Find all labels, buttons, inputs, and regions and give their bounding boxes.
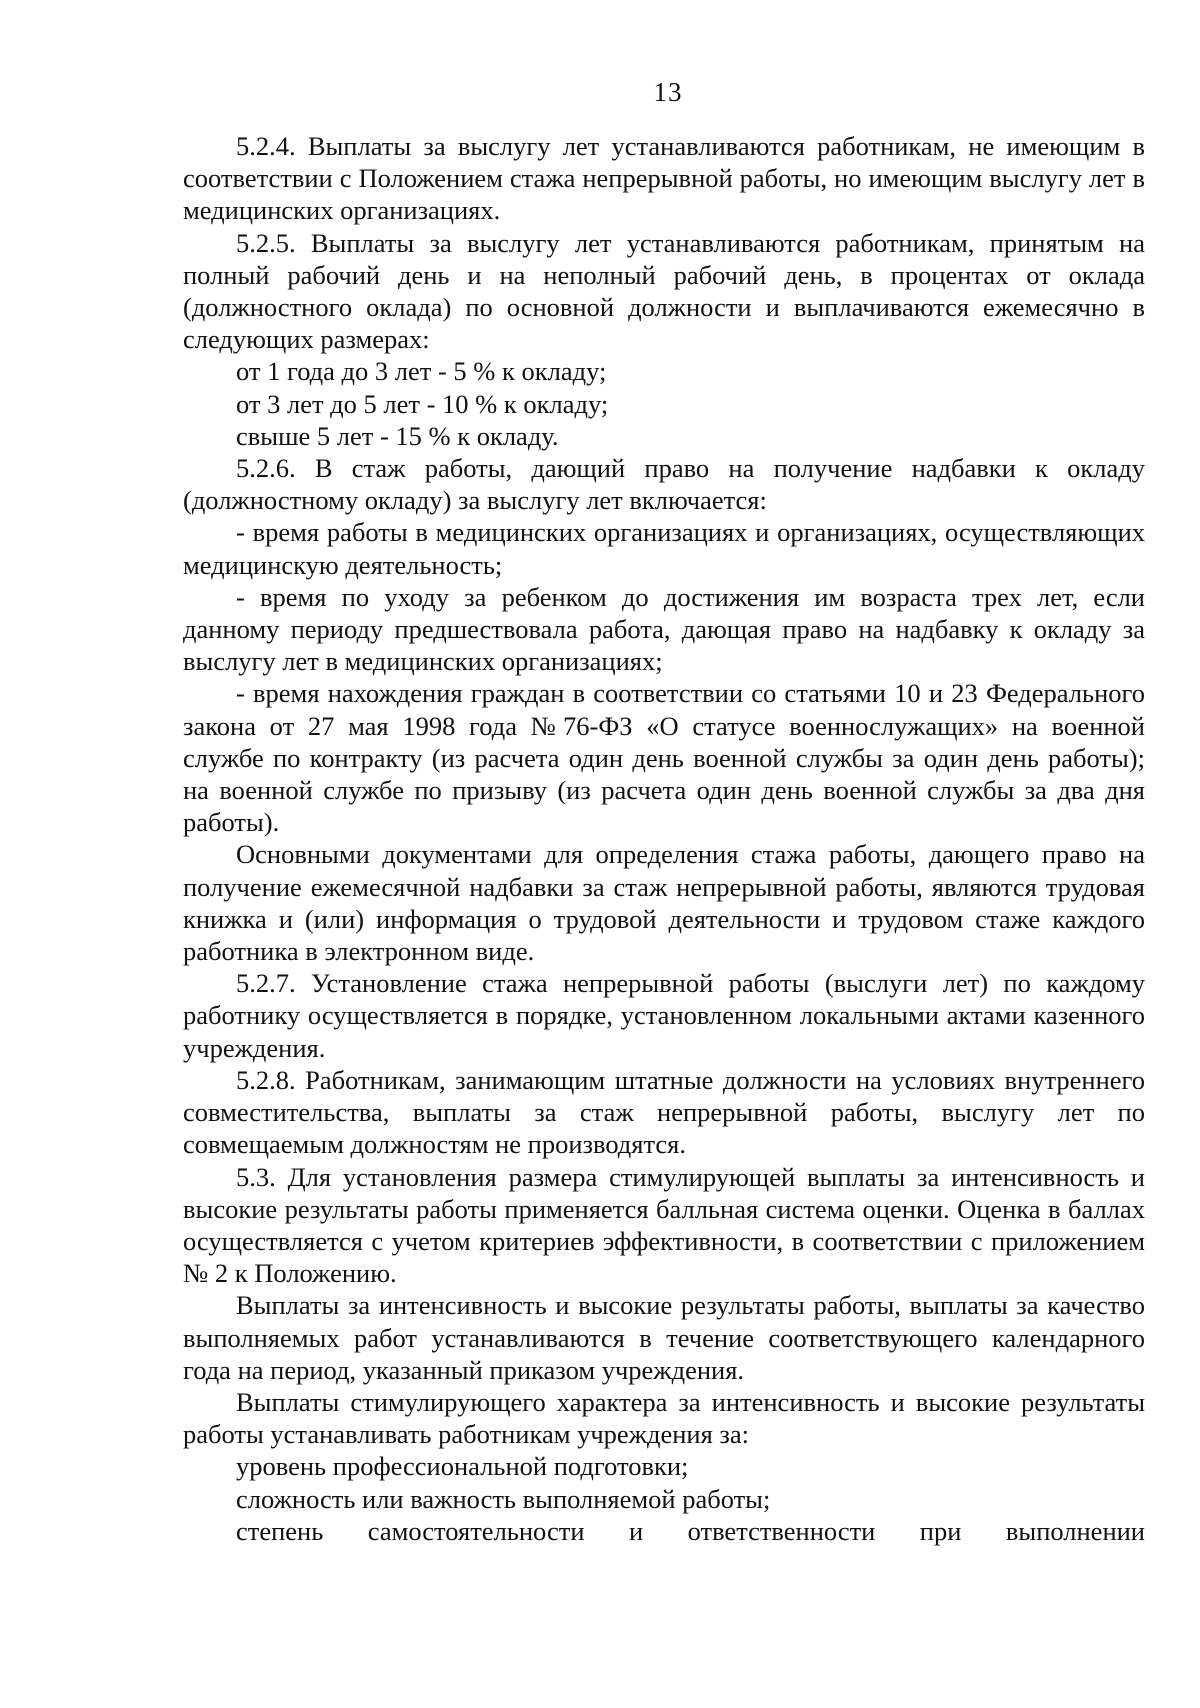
list-item-tenure-over-5: свыше 5 лет - 15 % к окладу. bbox=[236, 420, 559, 451]
paragraph-5-2-4: 5.2.4. Выплаты за выслугу лет устанавливаются работникам, не имеющим в соответствии с Положением стажа непрерывной работы, но имеющим выслугу лет в медицинских организациях. bbox=[183, 131, 1145, 226]
paragraph-5-2-7: 5.2.7. Установление стажа непрерывной работы (выслуги лет) по каждому работнику осуществляется в порядке, установленном локальными актами казенного учреждения. bbox=[183, 968, 1145, 1063]
list-item-military-service: - время нахождения граждан в соответствии со статьями 10 и 23 Федерального закона от 27 мая 1998 года №76-ФЗ «О статусе военнослужащих» на военной службе по контракту (из расчета один день военной службы за один день работы); на военной службе по призыву (из расчета один день военной службы за два дня работы). bbox=[183, 678, 1145, 838]
paragraph-5-2-8: 5.2.8. Работникам, занимающим штатные должности на условиях внутреннего совместительства, выплаты за стаж непрерывной работы, выслугу лет по совмещаемым должностям не производятся. bbox=[183, 1064, 1145, 1160]
paragraph-5-3: 5.3. Для установления размера стимулирующей выплаты за интенсивность и высокие результаты работы применяется балльная система оценки. Оценка в баллах осуществляется с учетом критериев эффективности, в соответствии с приложением № 2 к Положению. bbox=[183, 1161, 1145, 1289]
paragraph-5-2-6: 5.2.6. В стаж работы, дающий право на получение надбавки к окладу (должностному окладу) за выслугу лет включается: bbox=[183, 453, 1145, 516]
list-item-medical-work: - время работы в медицинских организациях и организациях, осуществляющих медицинскую деятельность; bbox=[183, 517, 1145, 580]
paragraph-main-documents: Основными документами для определения стажа работы, дающего право на получение ежемесячной надбавки за стаж непрерывной работы, являются трудовая книжка и (или) информация о трудовой деятельности и трудовом стаже каждого работника в электронном виде. bbox=[183, 839, 1145, 967]
list-item-tenure-3-5: от 3 лет до 5 лет - 10 % к окладу; bbox=[236, 388, 609, 419]
paragraph-incentive-payments: Выплаты стимулирующего характера за интенсивность и высокие результаты работы устанавливать работникам учреждения за: bbox=[183, 1386, 1145, 1450]
document-body bbox=[183, 130, 1145, 1547]
paragraph-5-2-5: 5.2.5. Выплаты за выслугу лет устанавливаются работникам, принятым на полный рабочий день и на неполный рабочий день, в процентах от оклада (должностного оклада) по основной должности и выплачиваются ежемесячно в следующих размерах: bbox=[183, 227, 1145, 355]
list-item-complexity: сложность или важность выполняемой работы; bbox=[236, 1483, 771, 1514]
page-number: 13 bbox=[653, 77, 683, 107]
list-item-childcare: - время по уходу за ребенком до достижения им возраста трех лет, если данному периоду предшествовала работа, дающая право на надбавку к окладу за выслугу лет в медицинских организациях; bbox=[183, 581, 1145, 677]
list-item-tenure-1-3: от 1 года до 3 лет - 5 % к окладу; bbox=[236, 356, 607, 387]
paragraph-intensity-payments: Выплаты за интенсивность и высокие результаты работы, выплаты за качество выполняемых работ устанавливаются в течение соответствующего календарного года на период, указанный приказом учреждения. bbox=[183, 1290, 1145, 1385]
list-item-independence: степень самостоятельности и ответственности при выполнении bbox=[236, 1515, 1145, 1546]
list-item-professional-level: уровень профессиональной подготовки; bbox=[236, 1451, 689, 1482]
